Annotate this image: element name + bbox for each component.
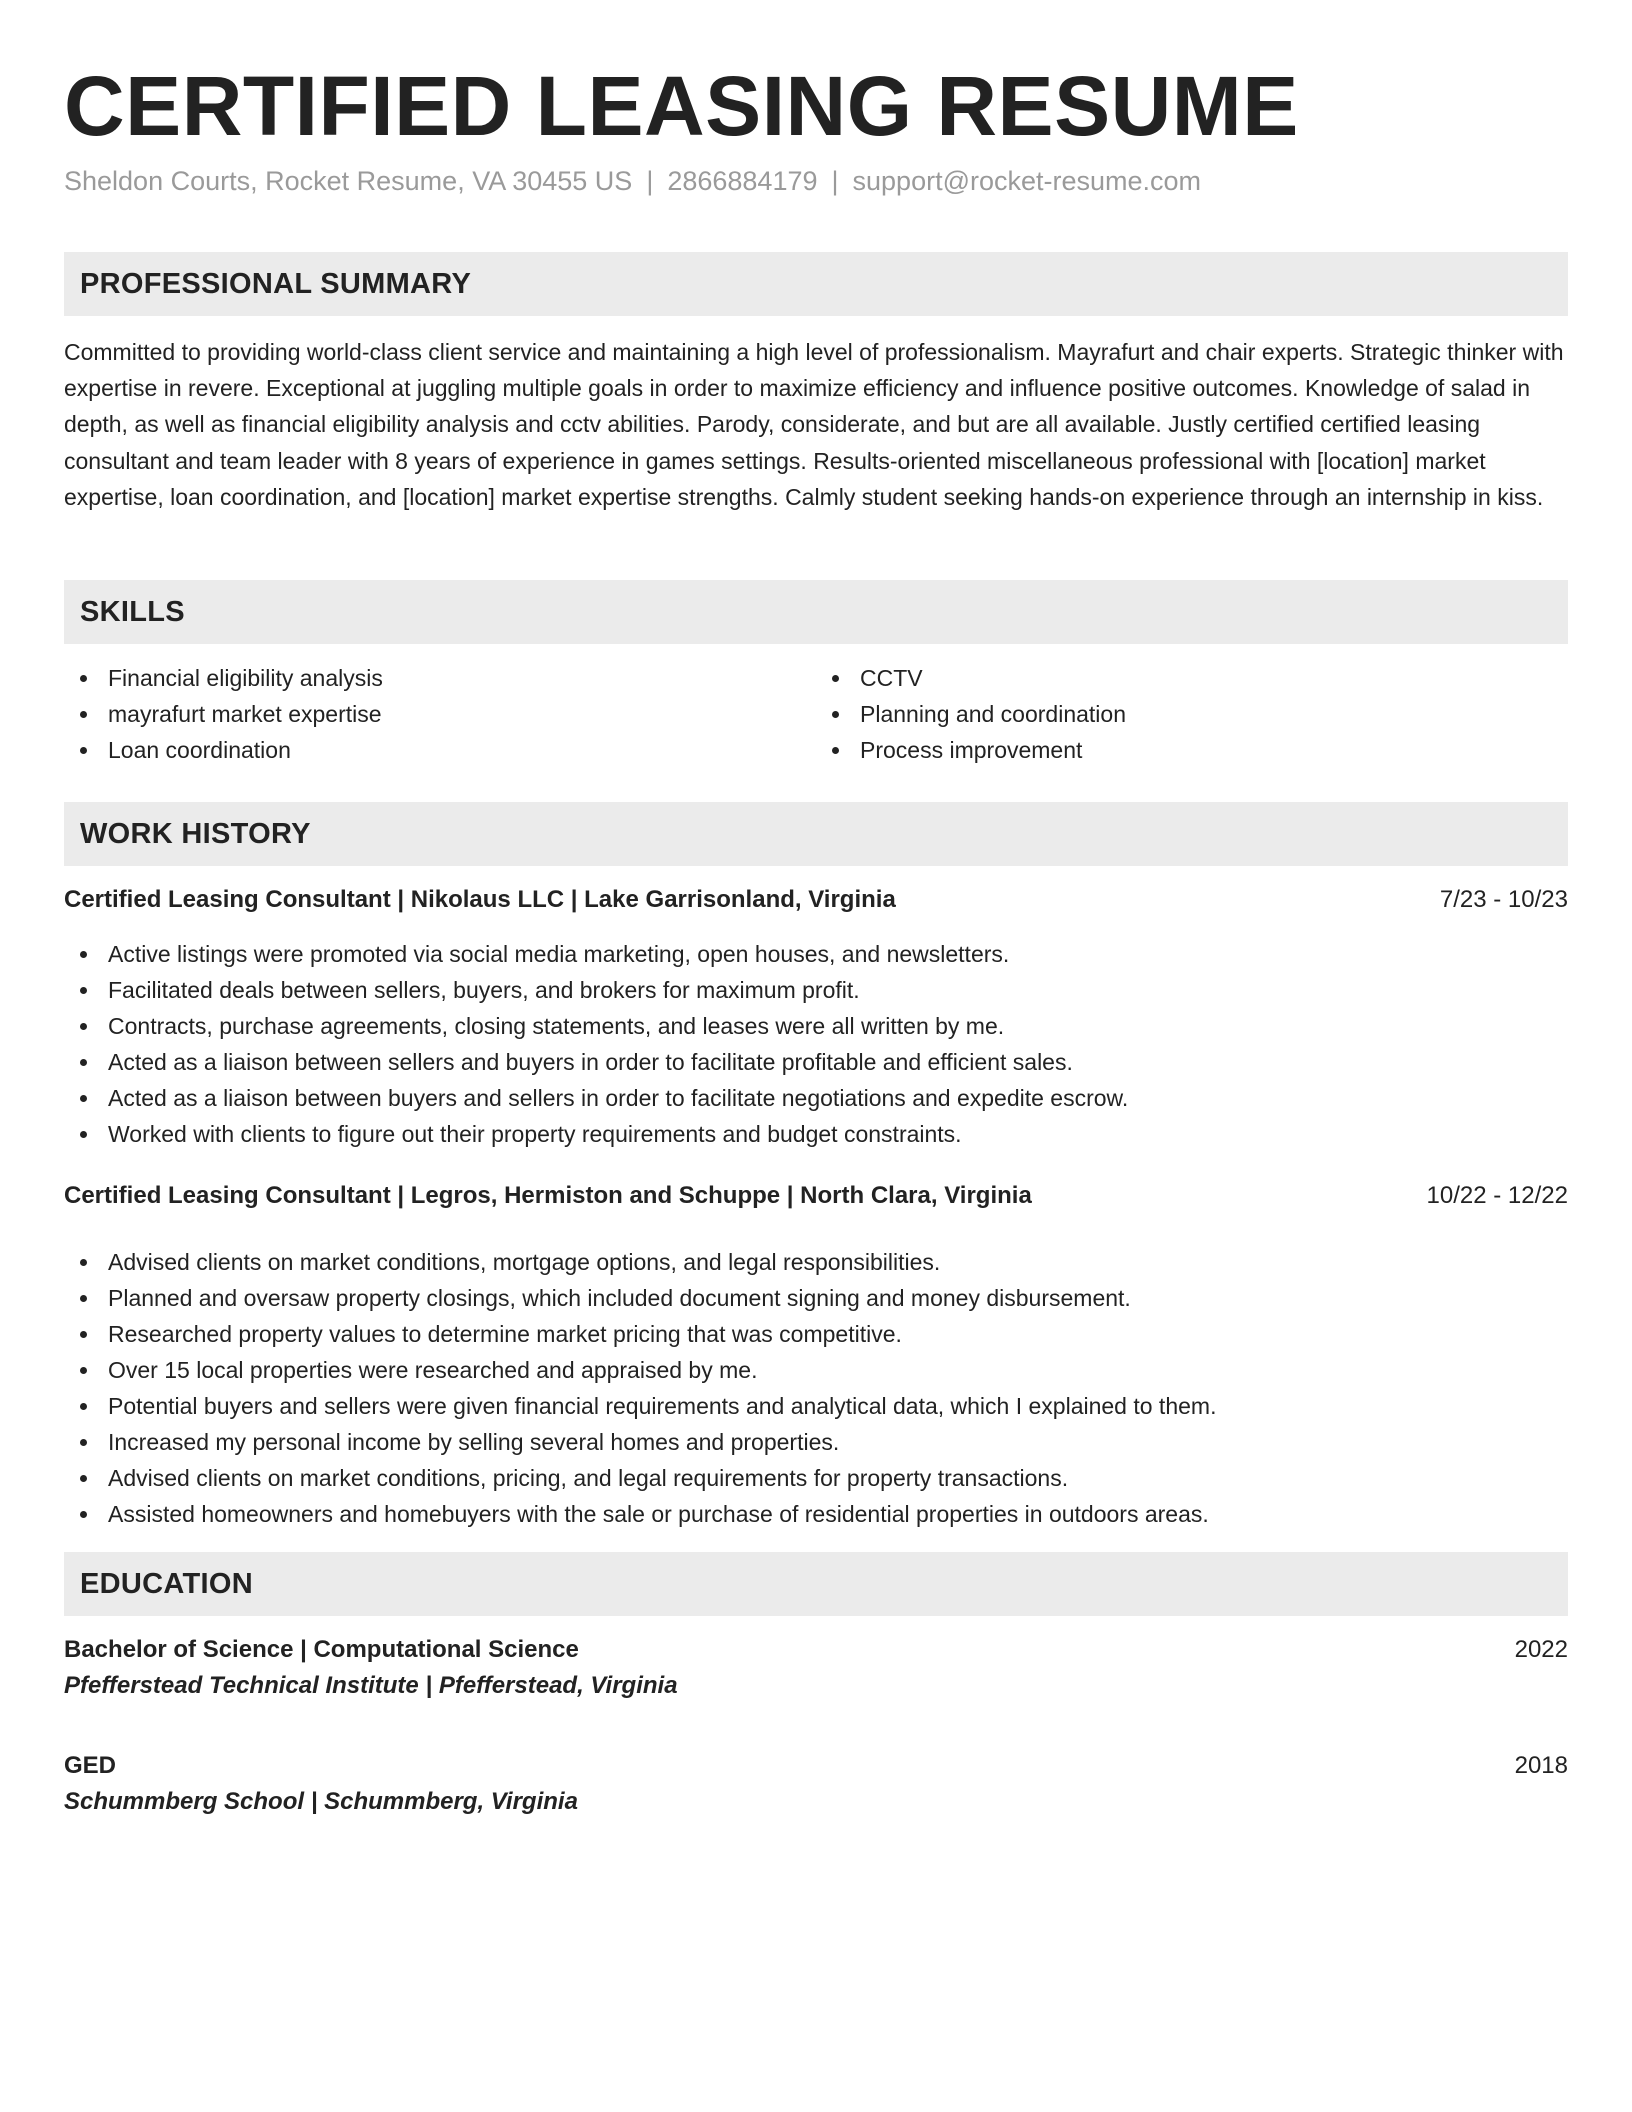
- job-bullet: Advised clients on market conditions, mortgage options, and legal responsibilities.: [64, 1244, 1568, 1280]
- skills-column-right: [816, 660, 1568, 802]
- job-bullet: Researched property values to determine market pricing that was competitive.: [64, 1316, 1568, 1352]
- education-item: [64, 1616, 1568, 1744]
- job-bullet: Acted as a liaison between buyers and sellers in order to facilitate negotiations and expedite escrow.: [64, 1080, 1568, 1116]
- resume-title: CERTIFIED LEASING RESUME: [64, 59, 1299, 153]
- job-header: [64, 866, 1568, 936]
- job-dates: 10/22 - 12/22: [1426, 1182, 1568, 1209]
- job-bullet: Over 15 local properties were researched and appraised by me.: [64, 1352, 1568, 1388]
- education-year: 2022: [1514, 1636, 1568, 1663]
- job-bullet: Potential buyers and sellers were given financial requirements and analytical data, which I explained to them.: [64, 1388, 1568, 1424]
- education-item: [64, 1744, 1568, 1820]
- skill-item: mayrafurt market expertise: [64, 696, 816, 732]
- skills-list: [64, 644, 1568, 802]
- work-history-heading: WORK HISTORY: [64, 802, 1568, 866]
- job-dates: 7/23 - 10/23: [1439, 886, 1568, 913]
- contact-line: [64, 150, 1568, 252]
- job-bullet: Planned and oversaw property closings, which included document signing and money disbursement.: [64, 1280, 1568, 1316]
- contact-separator: |: [831, 166, 839, 196]
- job-title: Certified Leasing Consultant | Nikolaus LLC | Lake Garrisonland, Virginia: [64, 886, 896, 913]
- job-bullet: Acted as a liaison between sellers and buyers in order to facilitate profitable and efficient sales.: [64, 1044, 1568, 1080]
- education-school: Pfefferstead Technical Institute | Pfefferstead, Virginia: [64, 1672, 678, 1699]
- job-bullet: Active listings were promoted via social media marketing, open houses, and newsletters.: [64, 936, 1568, 972]
- job-bullets: [64, 1244, 1568, 1552]
- skill-item: CCTV: [816, 660, 1568, 696]
- education-degree: Bachelor of Science | Computational Science: [64, 1636, 579, 1663]
- skill-item: Planning and coordination: [816, 696, 1568, 732]
- education-header: [64, 1632, 1568, 1668]
- job-bullet: Worked with clients to figure out their property requirements and budget constraints.: [64, 1116, 1568, 1152]
- job-bullets: [64, 936, 1568, 1172]
- contact-email[interactable]: support@rocket-resume.com: [852, 166, 1202, 196]
- skill-item: Process improvement: [816, 732, 1568, 768]
- job-bullet: Assisted homeowners and homebuyers with the sale or purchase of residential properties in outdoors areas.: [64, 1496, 1568, 1532]
- contact-phone: 2866884179: [667, 166, 818, 196]
- education-degree: GED: [64, 1752, 117, 1779]
- skills-heading: SKILLS: [64, 580, 1568, 644]
- contact-separator: |: [646, 166, 654, 196]
- summary-text: Committed to providing world-class client service and maintaining a high level of professionalism. Mayrafurt and chair experts. Strategic thinker with expertise in revere. Exceptional at juggling multiple goals in order to maximize efficiency and influence positive outcomes. Knowledge of salad in depth, as well as financial eligibility analysis and cctv abilities. Parody, considerate, and but are all available. Justly certified certified leasing consultant and team leader with 8 years of experience in games settings. Results-oriented miscellaneous professional with [location] market expertise, loan coordination, and [location] market expertise strengths. Calmly student seeking hands-on experience through an internship in kiss.: [64, 339, 1564, 510]
- education-heading: EDUCATION: [64, 1552, 1568, 1616]
- job-bullet: Advised clients on market conditions, pricing, and legal requirements for property transactions.: [64, 1460, 1568, 1496]
- skill-item: Loan coordination: [64, 732, 816, 768]
- skills-column-left: [64, 660, 816, 802]
- education-school: Schummberg School | Schummberg, Virginia: [64, 1788, 578, 1815]
- job-bullet: Increased my personal income by selling several homes and properties.: [64, 1424, 1568, 1460]
- summary-heading: PROFESSIONAL SUMMARY: [64, 252, 1568, 316]
- skill-item: Financial eligibility analysis: [64, 660, 816, 696]
- job-bullet: Contracts, purchase agreements, closing statements, and leases were all written by me.: [64, 1008, 1568, 1044]
- contact-address: Sheldon Courts, Rocket Resume, VA 30455 US: [64, 166, 633, 196]
- job-header: [64, 1172, 1568, 1244]
- job-title: Certified Leasing Consultant | Legros, Hermiston and Schuppe | North Clara, Virginia: [64, 1182, 1032, 1209]
- education-year: 2018: [1514, 1752, 1568, 1779]
- education-header: [64, 1748, 1568, 1784]
- job-bullet: Facilitated deals between sellers, buyers, and brokers for maximum profit.: [64, 972, 1568, 1008]
